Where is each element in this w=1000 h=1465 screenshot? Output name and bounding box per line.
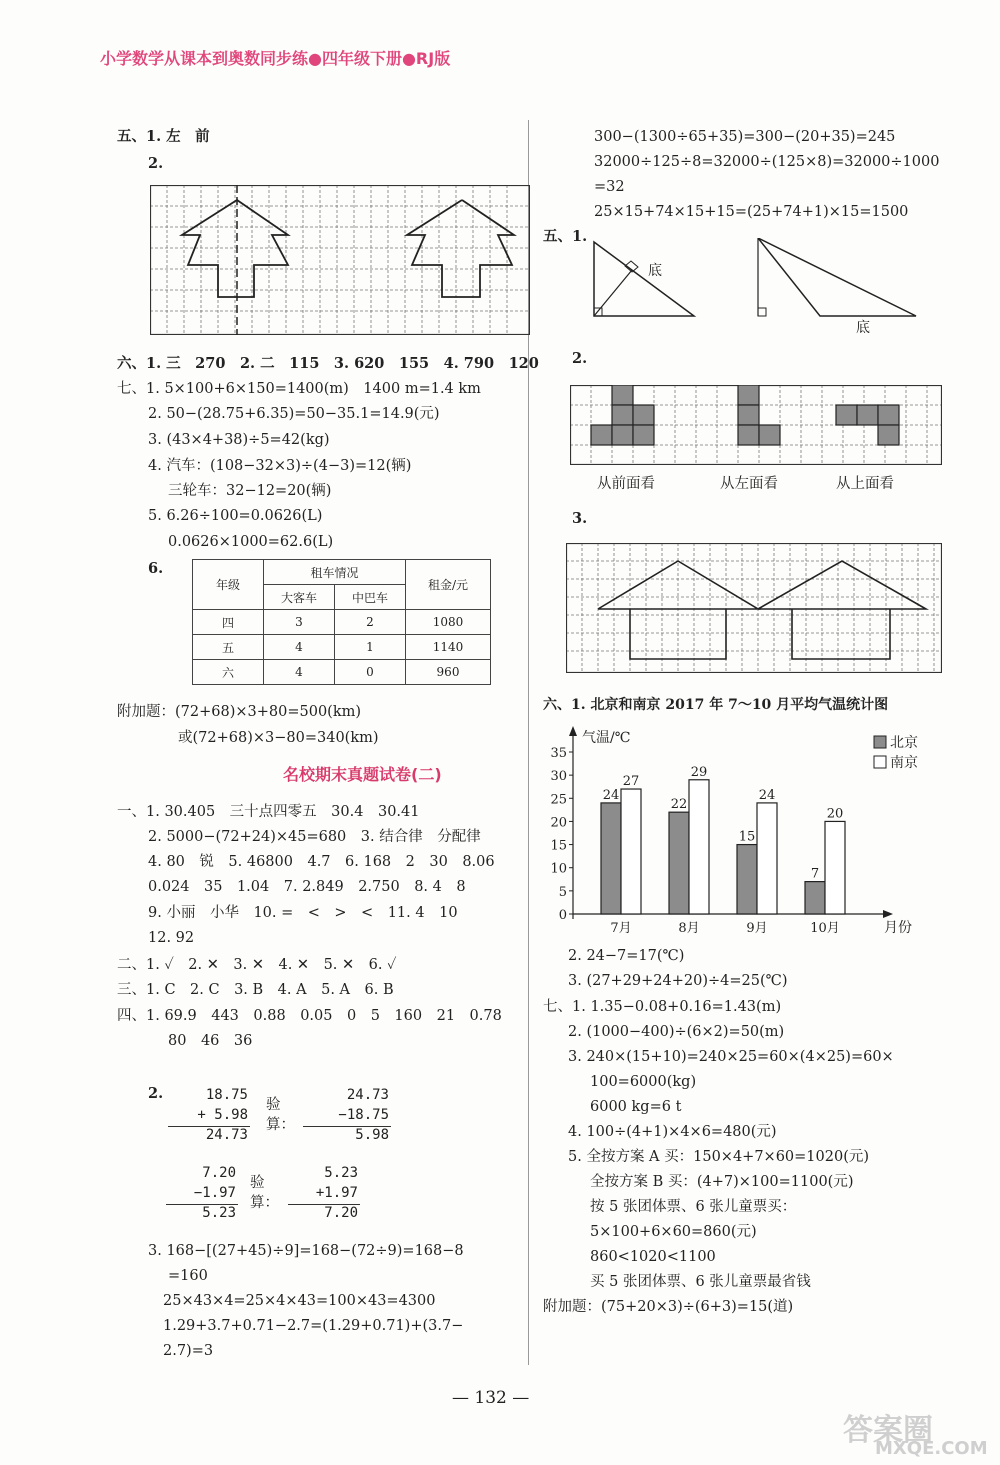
- left-view-blocks: [738, 385, 780, 445]
- result: 24.73: [205, 1127, 248, 1143]
- fig3-label: 3.: [572, 510, 588, 527]
- ans-7-3: 3. (43×4+38)÷5=42(kg): [148, 432, 330, 448]
- y-tick-label: 15: [550, 838, 567, 854]
- bar-value-label: 20: [826, 806, 844, 822]
- section-title: 名校期末真题试卷(二): [283, 765, 442, 784]
- bonus-2: 或(72+68)×3−80=340(km): [178, 730, 379, 746]
- bar-nanjing: [825, 821, 845, 914]
- bar-value-label: 22: [670, 797, 688, 813]
- operand: 18.75: [205, 1087, 248, 1103]
- tri-label: 五、1.: [543, 228, 588, 245]
- y-tick-label: 20: [550, 815, 567, 831]
- result: 5.23: [202, 1205, 236, 1221]
- calc-3-3: 1.29+3.7+0.71−2.7=(1.29+0.71)+(3.7−: [163, 1318, 464, 1334]
- bar-value-label: 15: [738, 829, 756, 845]
- view-caption-front: 从前面看: [597, 476, 655, 492]
- bonus-1: 附加题：(72+68)×3+80=500(km): [117, 704, 362, 720]
- base-label: 底: [648, 263, 662, 279]
- y-tick-label: 10: [550, 861, 567, 877]
- bar-value-label: 24: [602, 787, 620, 803]
- s-1-4b: 0.024 35 1.04 7. 2.849 2.750 8. 4 8: [148, 879, 466, 895]
- result: 5.98: [355, 1127, 389, 1143]
- chart-caption: 六、1. 北京和南京 2017 年 7～10 月平均气温统计图: [543, 697, 889, 713]
- cell: 4: [264, 660, 335, 685]
- calc-3-1: 3. 168−[(27+45)÷9]=168−(72÷9)=168−8: [148, 1243, 464, 1259]
- base-label-2: 底: [856, 320, 870, 336]
- s-4-1b: 80 46 36: [168, 1033, 253, 1049]
- calc-line: [166, 1204, 238, 1205]
- check-text: 验: [266, 1097, 281, 1113]
- s-4-1: 四、1. 69.9 443 0.88 0.05 0 5 160 21 0.78: [117, 1008, 502, 1024]
- operand: 7.20: [202, 1165, 236, 1181]
- vert-label: 2.: [148, 1085, 164, 1102]
- th-mid-bus: 中巴车: [335, 585, 406, 610]
- ans-6: 六、1. 三 270 2. 二 115 3. 620 155 4. 790 120: [117, 355, 539, 372]
- vert-calc-2: [168, 1163, 236, 1223]
- y-tick-label: 0: [558, 908, 567, 923]
- s-1-9: 9. 小丽 小华 10. = < > < 11. 4 10: [148, 905, 458, 921]
- vert-check-2: [290, 1163, 358, 1223]
- w-7-5b: 全按方案 B 买：(4+7)×100=1100(元): [590, 1174, 854, 1190]
- cell: 六: [193, 660, 264, 685]
- w-7-2: 2. (1000−400)÷(6×2)=50(m): [568, 1024, 785, 1040]
- legend-swatch-nanjing: [874, 756, 886, 768]
- w-7-5e: 860<1020<1100: [590, 1249, 716, 1265]
- operand: −1.97: [193, 1185, 236, 1201]
- w-7-1: 七、1. 1.35−0.08+0.16=1.43(m): [543, 999, 782, 1015]
- chart-q3: 3. (27+29+24+20)÷4=25(℃): [568, 973, 788, 989]
- w-7-5d: 5×100+6×60=860(元): [590, 1224, 757, 1240]
- operand: +1.97: [315, 1185, 358, 1201]
- obtuse-triangle: [758, 238, 916, 316]
- check-text: 算：: [250, 1195, 279, 1211]
- cell: 2: [335, 610, 406, 635]
- w-7-3: 3. 240×(15+10)=240×25=60×(4×25)=60×: [568, 1049, 894, 1065]
- cell: 3: [264, 610, 335, 635]
- operand: −18.75: [338, 1107, 389, 1123]
- w-7-3b: 100=6000(kg): [590, 1074, 697, 1090]
- check-text: 算：: [266, 1117, 295, 1133]
- ans-7-6-label: 6.: [148, 560, 164, 577]
- table-row: [193, 610, 491, 635]
- calc-3-1b: =160: [168, 1268, 208, 1284]
- cell: 0: [335, 660, 406, 685]
- bar-beijing: [601, 803, 621, 914]
- th-grade: 年级: [193, 560, 264, 610]
- legend-swatch-beijing: [874, 736, 886, 748]
- watermark-logo: 答案圈: [843, 1413, 933, 1448]
- ans-7-1: 七、1. 5×100+6×150=1400(m) 1400 m=1.4 km: [117, 381, 481, 397]
- cell: 五: [193, 635, 264, 660]
- w-7-4: 4. 100÷(4+1)×4×6=480(元): [568, 1124, 777, 1140]
- r-calc-1: 300−(1300÷65+35)=300−(20+35)=245: [594, 129, 896, 145]
- tree-shape-right: [407, 200, 514, 297]
- calc-line: [168, 1126, 250, 1127]
- view-caption-left: 从左面看: [720, 476, 778, 492]
- calc-3-3b: 2.7)=3: [163, 1343, 214, 1359]
- r-calc-2: 32000÷125÷8=32000÷(125×8)=32000÷1000: [594, 154, 940, 170]
- cell: 1140: [406, 635, 491, 660]
- calc-line: [288, 1204, 360, 1205]
- y-axis-label: 气温/℃: [582, 730, 631, 746]
- w-7-5f: 买 5 张团体票、6 张儿童票最省钱: [590, 1274, 811, 1290]
- x-tick-label: 10月: [810, 921, 840, 936]
- th-big-bus: 大客车: [264, 585, 335, 610]
- bar-value-label: 24: [758, 787, 776, 803]
- ans-7-5: 5. 6.26÷100=0.0626(L): [148, 508, 323, 524]
- x-tick-label: 9月: [746, 921, 768, 936]
- vert-check-1: [305, 1085, 389, 1145]
- bar-nanjing: [689, 780, 709, 914]
- cell: 4: [264, 635, 335, 660]
- top-view-blocks: [836, 405, 899, 445]
- w-7-3c: 6000 kg=6 t: [590, 1099, 682, 1115]
- bar-value-label: 7: [810, 866, 820, 882]
- y-tick-label: 35: [550, 746, 567, 761]
- three-views-figure: [570, 385, 942, 465]
- bar-nanjing: [621, 789, 641, 914]
- w-7-5: 5. 全按方案 A 买：150×4+7×60=1020(元): [568, 1149, 870, 1165]
- r-calc-2b: =32: [594, 179, 625, 195]
- s-3: 三、1. C 2. C 3. B 4. A 5. A 6. B: [117, 982, 394, 998]
- check-text: 验: [250, 1175, 265, 1191]
- ans-5-2-label: 2.: [148, 155, 164, 172]
- cell: 四: [193, 610, 264, 635]
- table-row: [193, 660, 491, 685]
- x-tick-label: 8月: [678, 921, 700, 936]
- y-tick-label: 5: [558, 884, 567, 900]
- result: 7.20: [324, 1205, 358, 1221]
- legend-nanjing: 南京: [890, 755, 918, 771]
- right-triangle: [594, 242, 694, 316]
- ans-7-4b: 三轮车：32−12=20(辆): [168, 483, 332, 499]
- house-walls-right: [792, 609, 890, 659]
- front-view-blocks: [591, 385, 654, 445]
- operand: + 5.98: [197, 1107, 248, 1123]
- legend-beijing: 北京: [890, 735, 918, 751]
- table-row: [193, 635, 491, 660]
- x-tick-label: 7月: [610, 921, 632, 936]
- ans-7-4: 4. 汽车：(108−32×3)÷(4−3)=12(辆): [148, 458, 412, 474]
- rent-table: [192, 559, 491, 685]
- bar-beijing: [805, 882, 825, 914]
- chart-q2: 2. 24−7=17(℃): [568, 948, 685, 964]
- bar-value-label: 27: [622, 774, 640, 790]
- legend: [874, 735, 918, 771]
- r-calc-3: 25×15+74×15+15=(25+74+1)×15=1500: [594, 204, 909, 220]
- vert-calc-1: [168, 1085, 248, 1145]
- view-caption-top: 从上面看: [836, 476, 894, 492]
- s-1-4: 4. 80 锐 5. 46800 4.7 6. 168 2 30 8.06: [148, 854, 495, 870]
- s-1-1: 一、1. 30.405 三十点四零五 30.4 30.41: [117, 804, 420, 820]
- watermark-url: MXQE.COM: [875, 1438, 988, 1459]
- operand: 24.73: [346, 1087, 389, 1103]
- s-1-12: 12. 92: [148, 930, 195, 946]
- cell: 960: [406, 660, 491, 685]
- views-label: 2.: [572, 350, 588, 367]
- triangle-heights-figure: [590, 238, 920, 338]
- cell: 1080: [406, 610, 491, 635]
- tree-grid-figure: [150, 185, 530, 335]
- w-7-5c: 按 5 张团体票、6 张儿童票买：: [590, 1199, 797, 1215]
- bar-beijing: [737, 845, 757, 914]
- calc-3-2: 25×43×4=25×4×43=100×43=4300: [163, 1293, 436, 1309]
- book-header: 小学数学从课本到奥数同步练●四年级下册●RJ版: [100, 49, 451, 68]
- s-1-2: 2. 5000−(72+24)×45=680 3. 结合律 分配律: [148, 829, 481, 845]
- w-bonus: 附加题：(75+20×3)÷(6+3)=15(道): [543, 1299, 794, 1315]
- page-number: — 132 —: [452, 1388, 530, 1408]
- s-2: 二、1. ✓ 2. ✕ 3. ✕ 4. ✕ 5. ✕ 6. ✓: [117, 957, 397, 973]
- temperature-bar-chart: [548, 724, 926, 944]
- calc-line: [303, 1126, 391, 1127]
- ans-7-5b: 0.0626×1000=62.6(L): [168, 534, 334, 550]
- house-grid-figure: [566, 543, 942, 673]
- x-axis-label: 月份: [884, 920, 912, 936]
- bar-value-label: 29: [690, 764, 708, 780]
- bar-beijing: [669, 812, 689, 914]
- bar-nanjing: [757, 803, 777, 914]
- operand: 5.23: [324, 1165, 358, 1181]
- y-tick-label: 30: [550, 769, 567, 785]
- cell: 1: [335, 635, 406, 660]
- ans-5-1: 五、1. 左 前: [117, 128, 210, 145]
- height-line: [594, 270, 632, 316]
- th-fee: 租金/元: [406, 560, 491, 610]
- y-tick-label: 25: [550, 792, 567, 808]
- ans-7-2: 2. 50−(28.75+6.35)=50−35.1=14.9(元): [148, 406, 440, 422]
- th-rent-status: 租车情况: [264, 560, 406, 585]
- house-shape-right: [758, 561, 926, 609]
